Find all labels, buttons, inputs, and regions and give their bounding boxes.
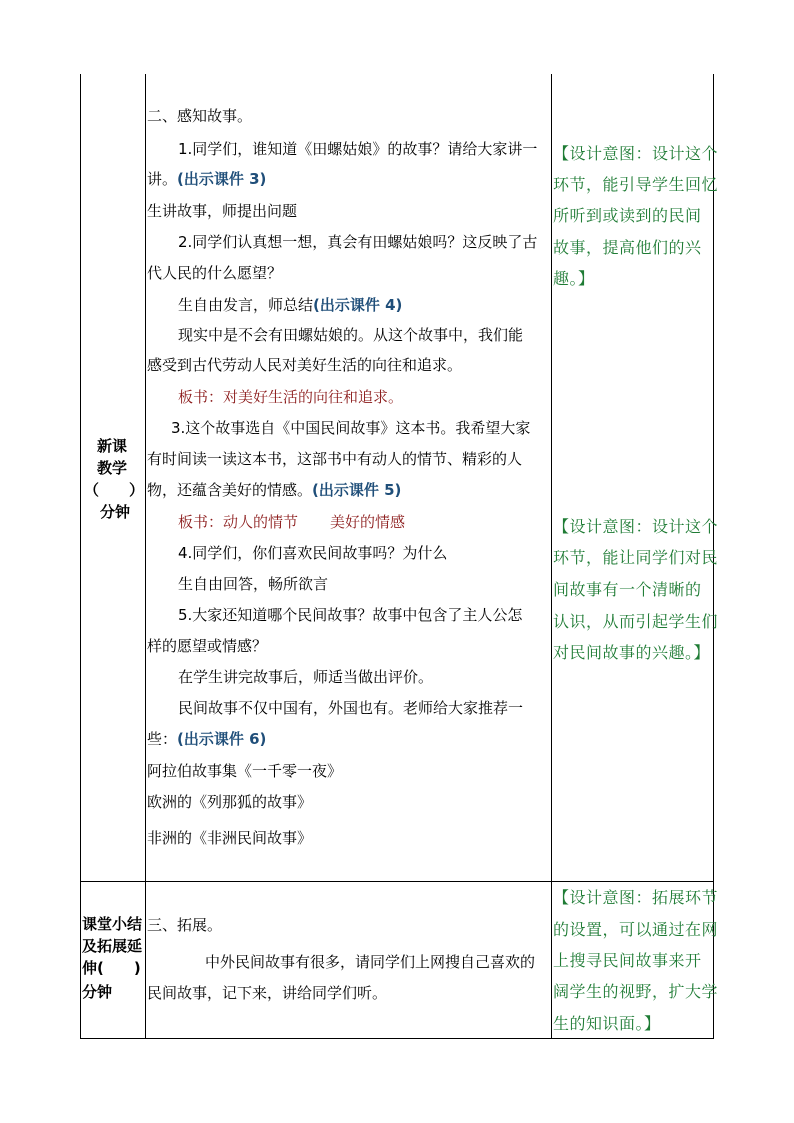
text: 些： bbox=[147, 730, 178, 748]
question-2-line: 代人民的什么愿望？ bbox=[147, 264, 283, 282]
question-2-line bbox=[178, 295, 402, 315]
table-border-bottom bbox=[80, 1038, 714, 1039]
label-line: 伸( ) bbox=[82, 959, 141, 977]
folk-line bbox=[147, 729, 266, 749]
intent-line: 【设计意图：设计这个 bbox=[553, 144, 719, 163]
text: 物，还蕴含美好的情感。 bbox=[147, 481, 313, 499]
question-5-line: 5.大家还知道哪个民间故事？故事中包含了主人公怎 bbox=[178, 606, 523, 624]
extension-line: 民间故事，记下来，讲给同学们听。 bbox=[147, 984, 388, 1002]
book-item: 欧洲的《列那狐的故事》 bbox=[147, 793, 313, 811]
intent-line: 间故事有一个清晰的 bbox=[553, 580, 702, 599]
section-heading: 三、拓展。 bbox=[147, 916, 223, 934]
label-line: 分钟 bbox=[100, 503, 131, 521]
table-border-left bbox=[80, 74, 81, 1039]
question-2-line: 2.同学们认真想一想，真会有田螺姑娘吗？这反映了古 bbox=[178, 233, 538, 251]
question-1-line: 生讲故事，师提出问题 bbox=[147, 202, 298, 220]
intent-line: 上搜寻民间故事来开 bbox=[553, 951, 702, 970]
label-line: （ ） bbox=[84, 481, 145, 499]
extension-line: 中外民间故事有很多，请同学们上网搜自己喜欢的 bbox=[205, 953, 536, 971]
text: 讲。 bbox=[147, 170, 178, 188]
summary-line: 现实中是不会有田螺姑娘的。从这个故事中，我们能 bbox=[178, 326, 524, 344]
intent-line: 阔学生的视野，扩大学 bbox=[553, 982, 719, 1001]
question-3-line: 有时间读一读这本书，这部书中有动人的情节、精彩的人 bbox=[147, 450, 523, 468]
label-line: 新课 bbox=[97, 437, 128, 455]
courseware-note: (出示课件 4) bbox=[313, 296, 403, 314]
intent-line: 环节，能让同学们对民 bbox=[553, 548, 719, 567]
text: 生自由发言，师总结 bbox=[178, 296, 314, 314]
courseware-note: (出示课件 5) bbox=[312, 481, 402, 499]
courseware-note: (出示课件 6) bbox=[177, 730, 267, 748]
question-1-line: 1.同学们，谁知道《田螺姑娘》的故事？请给大家讲一 bbox=[178, 140, 538, 158]
table-border-col2 bbox=[551, 74, 552, 1039]
intent-line: 认识，从而引起学生们 bbox=[553, 612, 719, 631]
label-line: 分钟 bbox=[82, 983, 113, 1001]
question-4-line: 生自由回答，畅所欲言 bbox=[178, 575, 329, 593]
table-border-col1 bbox=[145, 74, 146, 1039]
intent-line: 对民间故事的兴趣。】 bbox=[553, 643, 711, 662]
book-item: 非洲的《非洲民间故事》 bbox=[147, 829, 313, 847]
book-item: 阿拉伯故事集《一千零一夜》 bbox=[147, 762, 343, 780]
summary-line: 感受到古代劳动人民对美好生活的向往和追求。 bbox=[147, 356, 463, 374]
question-1-line bbox=[147, 169, 266, 189]
intent-line: 环节，能引导学生回忆 bbox=[553, 175, 719, 194]
table-row-divider bbox=[80, 881, 714, 882]
intent-line: 【设计意图：设计这个 bbox=[553, 517, 719, 536]
label-line: 课堂小结 bbox=[82, 915, 143, 933]
intent-line: 所听到或读到的民间 bbox=[553, 206, 702, 225]
question-3-line: 3.这个故事选自《中国民间故事》这本书。我希望大家 bbox=[171, 419, 531, 437]
folk-line: 民间故事不仅中国有，外国也有。老师给大家推荐一 bbox=[178, 699, 524, 717]
courseware-note: (出示课件 3) bbox=[177, 170, 267, 188]
question-5-line: 在学生讲完故事后，师适当做出评价。 bbox=[178, 668, 434, 686]
board-item: 美好的情感 bbox=[330, 513, 406, 531]
intent-line: 趣。】 bbox=[553, 269, 595, 288]
intent-line: 【设计意图：拓展环节 bbox=[553, 888, 719, 907]
label-line: 教学 bbox=[97, 459, 128, 477]
intent-line: 故事，提高他们的兴 bbox=[553, 238, 702, 257]
intent-line: 生的知识面。】 bbox=[553, 1014, 661, 1033]
board-item: 板书：动人的情节 bbox=[178, 513, 299, 531]
board-note bbox=[178, 512, 405, 532]
question-3-line bbox=[147, 480, 401, 500]
board-note: 板书：对美好生活的向往和追求。 bbox=[178, 388, 404, 406]
section-heading: 二、感知故事。 bbox=[147, 107, 253, 125]
label-line: 及拓展延 bbox=[82, 937, 143, 955]
question-5-line: 样的愿望或情感？ bbox=[147, 637, 268, 655]
question-4-line: 4.同学们，你们喜欢民间故事吗？为什么 bbox=[178, 544, 448, 562]
intent-line: 的设置，可以通过在网 bbox=[553, 920, 719, 939]
